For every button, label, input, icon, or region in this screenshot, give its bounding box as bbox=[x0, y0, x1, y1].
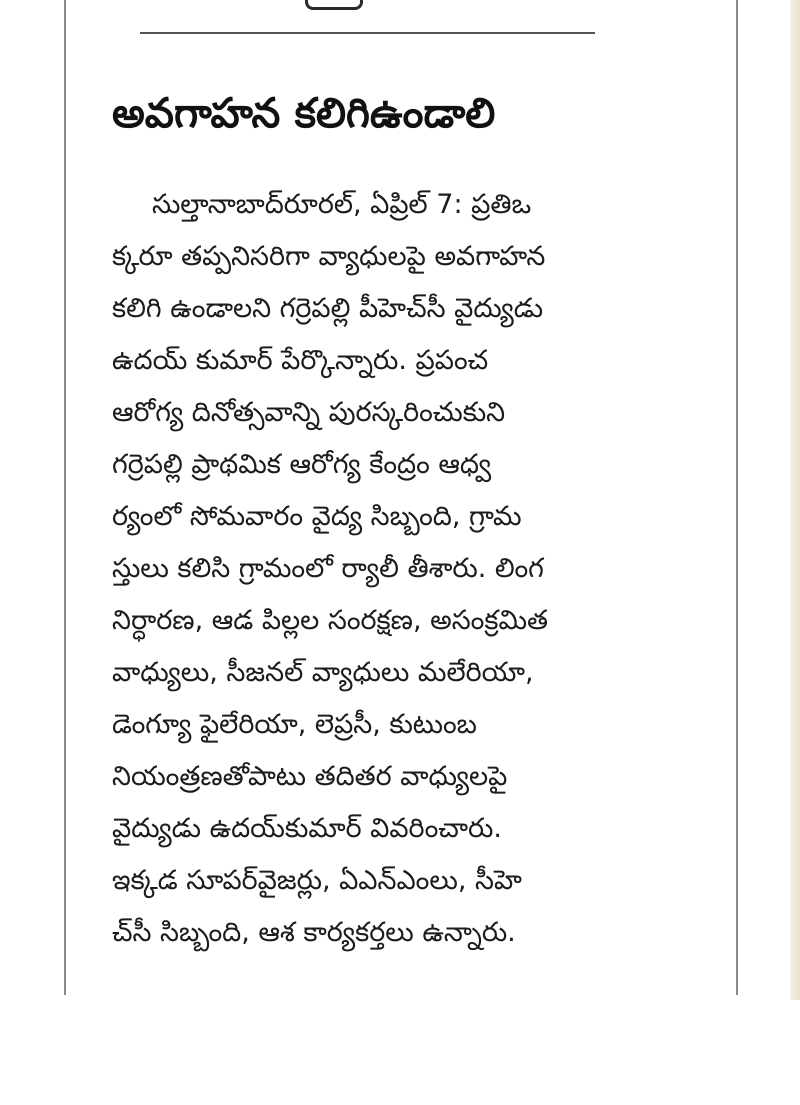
previous-article-fragment bbox=[305, 0, 363, 10]
article-line: నియంత్రణతోపాటు తదితర వాధ్యులపై bbox=[112, 761, 508, 792]
article-line: చ్‌సీ సిబ్బంది, ఆశ కార్యకర్తలు ఉన్నారు. bbox=[112, 917, 516, 948]
article-line: వాధ్యులు, సీజనల్ వ్యాధులు మలేరియా, bbox=[112, 657, 534, 688]
article-line: ఉదయ్ కుమార్ పేర్కొన్నారు. ప్రపంచ bbox=[112, 345, 489, 376]
article-line: డెంగ్యూ ఫైలేరియా, లెప్రసీ, కుటుంబ bbox=[112, 709, 477, 740]
article-line: నిర్ధారణ, ఆడ పిల్లల సంరక్షణ, అసంక్రమిత bbox=[112, 605, 549, 636]
article-line: క్కరూ తప్పనిసరిగా వ్యాధులపై అవగాహన bbox=[112, 241, 546, 272]
column-rule-right bbox=[736, 0, 738, 995]
article-line: ర్యంలో సోమవారం వైద్య సిబ్బంది, గ్రామ bbox=[112, 501, 522, 532]
article-line: ఇక్కడ సూపర్‌వైజర్లు, ఏఎన్‌ఎంలు, సీహె bbox=[112, 865, 522, 896]
article-line: స్తులు కలిసి గ్రామంలో ర్యాలీ తీశారు. లింగ bbox=[112, 553, 544, 584]
article-line: ఆరోగ్య దినోత్సవాన్ని పురస్కరించుకుని bbox=[112, 397, 506, 428]
article-line: కలిగి ఉండాలని గర్రెపల్లి పీహెచ్‌సీ వైద్యుడు bbox=[112, 293, 544, 324]
headline-separator-rule bbox=[140, 32, 595, 34]
article-line: వైద్యుడు ఉదయ్‌కుమార్ వివరించారు. bbox=[112, 813, 502, 844]
adjacent-column-edge bbox=[790, 0, 800, 1000]
article-headline: అవగాహన కలిగిఉండాలి bbox=[112, 89, 496, 137]
article-line: గర్రెపల్లి ప్రాథమిక ఆరోగ్య కేంద్రం ఆధ్వ bbox=[112, 449, 492, 480]
article-line: సుల్తానాబాద్‌రూరల్, ఏప్రిల్ 7: ప్రతిఒ bbox=[152, 189, 532, 220]
column-rule-left bbox=[64, 0, 66, 995]
